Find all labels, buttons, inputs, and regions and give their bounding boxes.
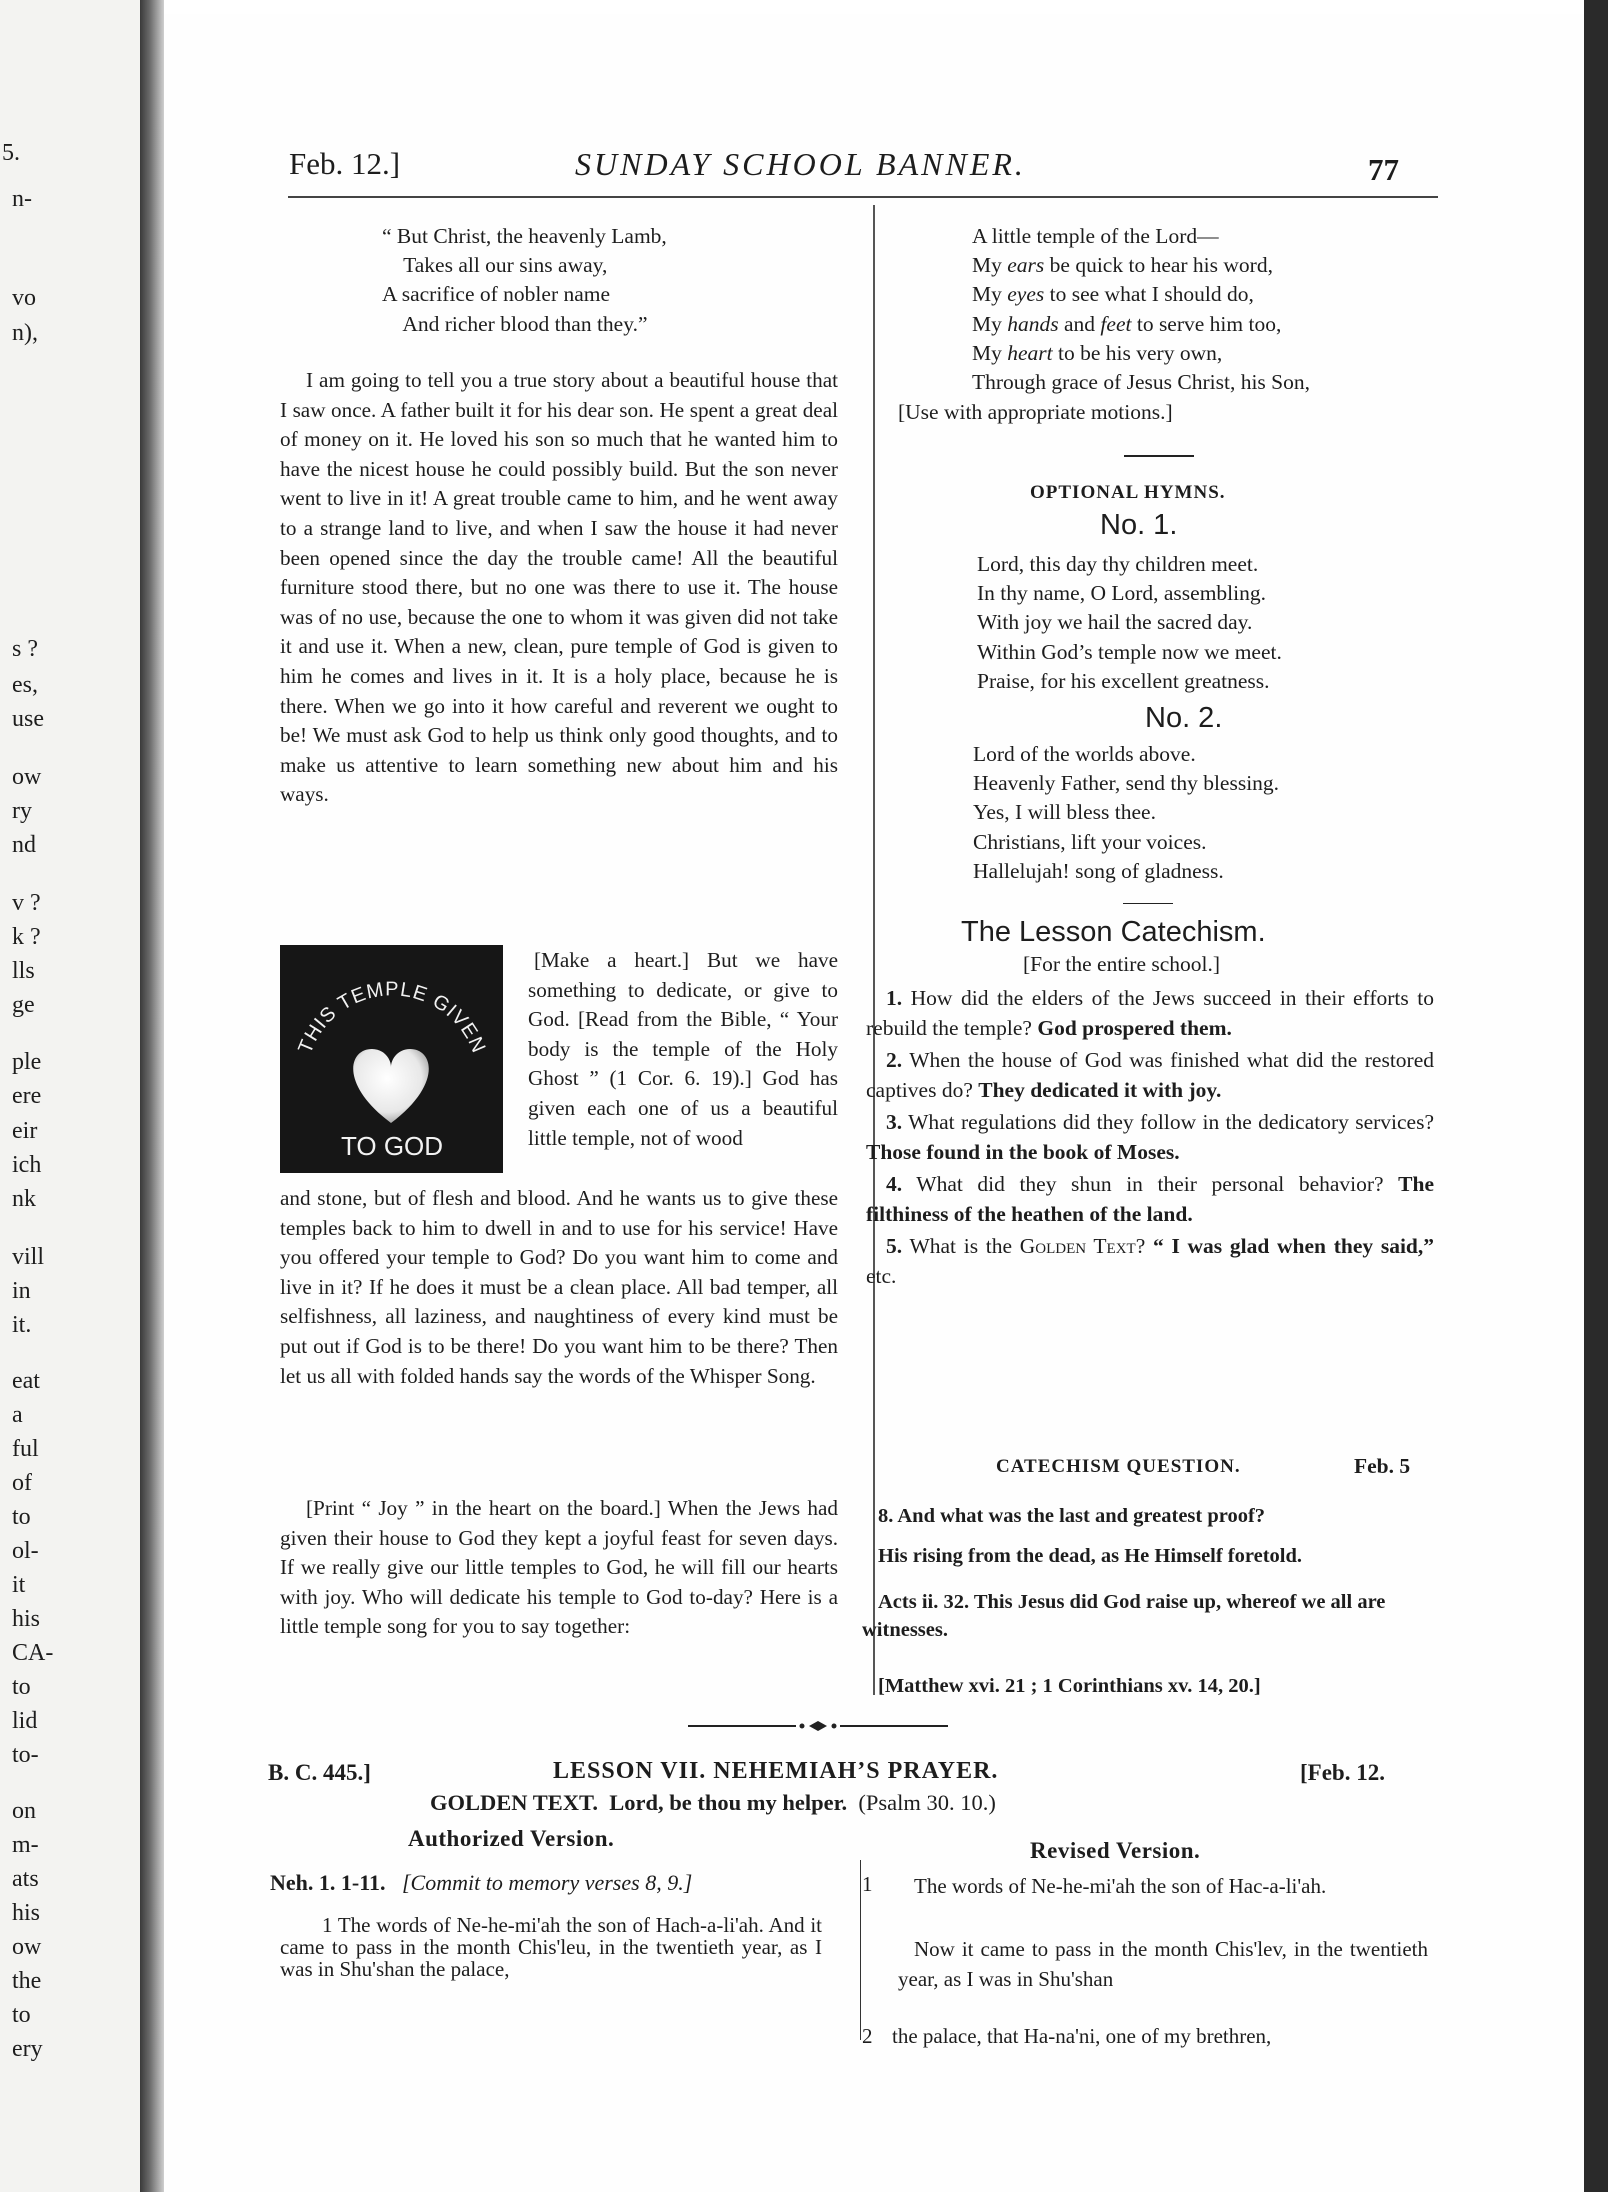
- adjacent-page-fragment: ow: [12, 1934, 42, 1960]
- revised-verse-number-1: 1: [862, 1872, 873, 1896]
- temple-song: A little temple of the Lord— My ears be quick to hear his word, My eyes to see what I should do, My hands and feet to serve him too, My heart to be his very own, Through grace of Jesus Christ, his Son,: [972, 224, 1310, 395]
- heart-image: [280, 945, 503, 1173]
- adjacent-page-fragment: use: [12, 706, 44, 732]
- adjacent-page-fragment: of: [12, 1470, 32, 1496]
- motions-note: [Use with appropriate motions.]: [898, 400, 1173, 424]
- catechism-title: The Lesson Catechism.: [961, 916, 1266, 948]
- authorized-text: 1 The words of Ne-he-mi'ah the son of Hach-a-li'ah. And it came to pass in the month Chis'leu, in the twentieth year, as I was in Shu'shan the palace,: [280, 1913, 822, 1981]
- scan-border: [1584, 0, 1608, 2192]
- catechism-q2: 2. When the house of God was finished what did the restored captives do? They dedicated it with joy.: [866, 1048, 1434, 1102]
- hymn-number-1: No. 1.: [1100, 509, 1178, 541]
- adjacent-page-fragment: his: [12, 1606, 41, 1632]
- adjacent-page-fragment: to: [12, 1674, 31, 1700]
- catechism-q1: 1. How did the elders of the Jews succeed in their efforts to rebuild the temple? God prospered them.: [866, 986, 1434, 1040]
- divider-rule-small: [1123, 903, 1173, 904]
- adjacent-page-fragment: in: [12, 1278, 31, 1304]
- catechism-question-heading: CATECHISM QUESTION.: [996, 1456, 1241, 1477]
- adjacent-page-fragment: eir: [12, 1118, 38, 1144]
- adjacent-page-fragment: ry: [12, 798, 32, 824]
- adjacent-page-fragment: eat: [12, 1368, 40, 1394]
- catechism-question-date: Feb. 5: [1354, 1454, 1411, 1478]
- lesson-date: [Feb. 12.: [1300, 1760, 1385, 1785]
- revised-verse-1-continued: Now it came to pass in the month Chis'lev, in the twentieth year, as I was in Shu'shan: [898, 1937, 1428, 1991]
- adjacent-page-fragment: lls: [12, 958, 35, 984]
- opening-poem: “ But Christ, the heavenly Lamb, Takes all our sins away, A sacrifice of nobler name And richer blood than they.”: [382, 224, 667, 336]
- lesson-reference: Neh. 1. 1-11. [Commit to memory verses 8, 9.]: [270, 1870, 693, 1895]
- hymns-heading: OPTIONAL HYMNS.: [1030, 482, 1226, 503]
- adjacent-page-fragment: the: [12, 1968, 42, 1994]
- header-date: Feb. 12.]: [289, 146, 401, 181]
- ornamental-divider: [688, 1718, 948, 1734]
- column-divider: [873, 205, 875, 1695]
- catechism-question-text: 8. And what was the last and greatest proof?: [878, 1505, 1266, 1527]
- catechism-citation: [Matthew xvi. 21 ; 1 Corinthians xv. 14, 20.]: [878, 1675, 1261, 1697]
- authorized-version-heading: Authorized Version.: [408, 1826, 615, 1851]
- lesson-year: B. C. 445.]: [268, 1760, 371, 1785]
- book-gutter: [140, 0, 164, 2192]
- adjacent-page-fragment: CA-: [12, 1640, 54, 1666]
- dedicate-paragraph: [Make a heart.] But we have something to dedicate, or give to God. [Read from the Bible, “ Your body is the temple of the Holy Ghost ” (1 Cor. 6. 19).] God has given each one of us a beautiful little temple, not of wood: [528, 948, 838, 1150]
- story-paragraph: I am going to tell you a true story about a beautiful house that I saw once. A father built it for his dear son. He spent a great deal of money on it. He loved his son so much that he wanted him to have the nicest house he could possibly build. But the son never went to live in it! A great trouble came to him, and he went away to a strange land to live, and when I saw the house it had never been opened since the day the trouble came! All the beautiful furniture stood there, but no one was there to use it. The house was of no use, because the one to whom it was given did not take it and use it. When a new, clean, pure temple of God is given to him he comes and lives in it. It is a holy place, because he is there. When we go into it how careful and reverent we ought to be! We must ask God to help us think only good thoughts, and to make us attentive to learn something new about him and his ways.: [280, 368, 838, 807]
- adjacent-page-fragment: n),: [12, 320, 38, 346]
- adjacent-page-fragment: ich: [12, 1152, 42, 1178]
- adjacent-page-fragment: to: [12, 2002, 31, 2028]
- adjacent-page-fragment: ow: [12, 764, 42, 790]
- adjacent-page-fragment: nd: [12, 832, 36, 858]
- adjacent-page-fragment: to: [12, 1504, 31, 1530]
- catechism-q3: 3. What regulations did they follow in the dedicatory services? Those found in the book of Moses.: [866, 1110, 1434, 1164]
- adjacent-page-fragment: 5.: [2, 140, 20, 166]
- divider-rule: [1124, 455, 1194, 457]
- golden-text: GOLDEN TEXT. Lord, be thou my helper. (Psalm 30. 10.): [430, 1790, 996, 1815]
- adjacent-page-fragment: ats: [12, 1866, 39, 1892]
- svg-text:THIS TEMPLE GIVEN: THIS TEMPLE GIVEN: [294, 978, 490, 1057]
- adjacent-page-fragment: es,: [12, 672, 38, 698]
- adjacent-page-fragment: s ?: [12, 636, 38, 662]
- lesson-title: LESSON VII. NEHEMIAH’S PRAYER.: [553, 1758, 999, 1784]
- revised-verse-2: the palace, that Ha-na'ni, one of my brethren,: [892, 2024, 1272, 2048]
- catechism-subtitle: [For the entire school.]: [1023, 952, 1221, 976]
- adjacent-page-fragment: ere: [12, 1083, 42, 1109]
- catechism-scripture: Acts ii. 32. This Jesus did God raise up, whereof we all are witnesses.: [862, 1591, 1386, 1641]
- adjacent-page-fragment: his: [12, 1900, 41, 1926]
- adjacent-page-fragment: lid: [12, 1708, 38, 1734]
- adjacent-page-fragment: ol-: [12, 1538, 39, 1564]
- header-title: SUNDAY SCHOOL BANNER.: [575, 146, 1026, 182]
- adjacent-page-fragment: on: [12, 1798, 36, 1824]
- revised-version-heading: Revised Version.: [1030, 1838, 1201, 1863]
- catechism-q4: 4. What did they shun in their personal behavior? The filthiness of the heathen of the land.: [866, 1172, 1434, 1226]
- heart-icon: [280, 945, 503, 1173]
- catechism-q5: 5. What is the Golden Text? “ I was glad when they said,” etc.: [866, 1234, 1434, 1288]
- adjacent-page-fragment: it: [12, 1572, 26, 1598]
- hymn-number-2: No. 2.: [1145, 702, 1223, 734]
- joy-paragraph: [Print “ Joy ” in the heart on the board.] When the Jews had given their house to God they kept a joyful feast for seven days. If we really give our little temples to God, he will fill our hearts with joy. Who will dedicate his temple to God to-day? Here is a little temple song for you to say together:: [280, 1496, 838, 1639]
- hymn-1-lines: Lord, this day thy children meet. In thy name, O Lord, assembling. With joy we hail the sacred day. Within God’s temple now we meet. Praise, for his excellent greatness.: [977, 552, 1282, 693]
- adjacent-page-fragment: a: [12, 1402, 23, 1428]
- revised-verse-1: The words of Ne-he-mi'ah the son of Hac-a-li'ah.: [914, 1874, 1327, 1898]
- revised-verse-number-2: 2: [862, 2024, 873, 2048]
- adjacent-page-fragment: m-: [12, 1832, 39, 1858]
- adjacent-page-fragment: v ?: [12, 890, 41, 916]
- dedicate-paragraph-continued: and stone, but of flesh and blood. And he wants us to give these temples back to him to dwell in and to use for his service! Have you offered your temple to God? Do you want him to come and live in it? If he does it must be a clean place. All bad temper, all selfishness, all laziness, and naughtiness of every kind must be put out if God is to be there! Do you want him to be there? Then let us all with folded hands say the words of the Whisper Song.: [280, 1186, 838, 1388]
- adjacent-page-fragment: nk: [12, 1186, 36, 1212]
- adjacent-page-fragment: n-: [12, 186, 32, 212]
- svg-text:TO GOD: TO GOD: [340, 1131, 444, 1161]
- adjacent-page-fragment: vo: [12, 285, 36, 311]
- version-divider: [860, 1860, 861, 2040]
- adjacent-page-fragment: k ?: [12, 924, 41, 950]
- adjacent-page-fragment: it.: [12, 1312, 32, 1338]
- hymn-2-lines: Lord of the worlds above. Heavenly Father, send thy blessing. Yes, I will bless thee. Christians, lift your voices. Hallelujah! song of gladness.: [973, 742, 1280, 883]
- adjacent-page-fragment: ful: [12, 1436, 39, 1462]
- adjacent-page-fragment: ple: [12, 1049, 42, 1075]
- adjacent-page-fragment: ge: [12, 992, 35, 1018]
- catechism-questions: [866, 983, 1434, 1293]
- adjacent-page-fragment: vill: [12, 1244, 45, 1270]
- catechism-answer-text: His rising from the dead, as He Himself foretold.: [878, 1545, 1303, 1567]
- page-number: 77: [1368, 152, 1399, 187]
- adjacent-page-fragment: ery: [12, 2036, 43, 2062]
- adjacent-page-fragment: to-: [12, 1742, 39, 1768]
- header-rule: [288, 196, 1438, 198]
